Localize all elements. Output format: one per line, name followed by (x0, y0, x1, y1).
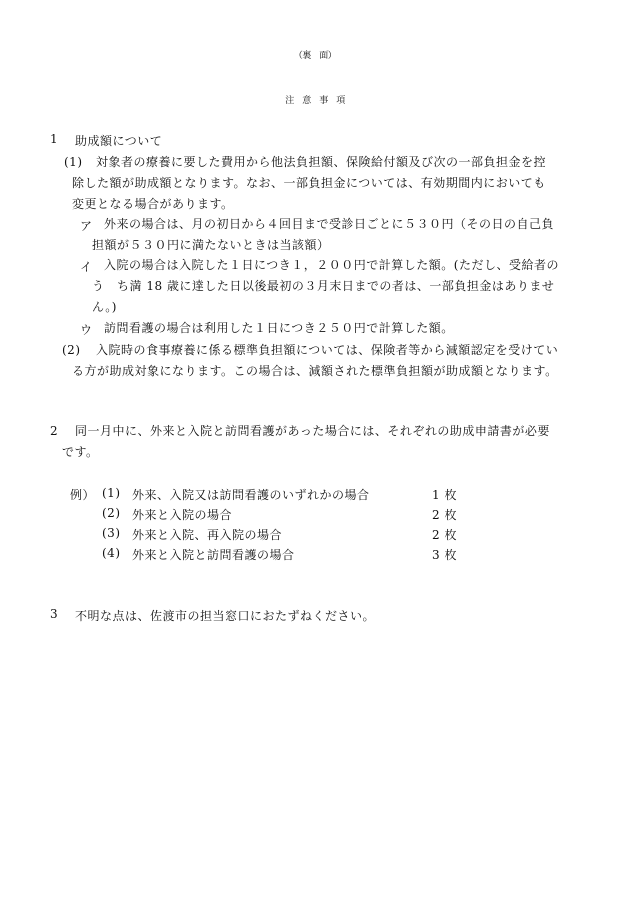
example-1-count: 1 枚 (432, 488, 457, 502)
example-4-number: (4) (102, 546, 121, 560)
sub-i-line-1: 入院の場合は入院した１日につき１，２００円で計算した額。(ただし、受給者の (104, 258, 559, 272)
example-3-number: (3) (102, 526, 121, 540)
sub-i-line-3: ん。) (92, 300, 117, 314)
sub-u-mark: ウ (80, 323, 93, 337)
example-2-number: (2) (102, 506, 121, 520)
item-1-line-3: 変更となる場合があります。 (72, 197, 234, 211)
section-2-number: 2 (50, 424, 59, 438)
example-3-count: 2 枚 (432, 528, 457, 542)
sub-u-text: 訪問看護の場合は利用した１日につき２５０円で計算した額。 (104, 321, 454, 335)
item-1-number: (1) (64, 155, 83, 169)
section-1-number: 1 (50, 132, 59, 146)
section-2-line-2: です。 (62, 445, 99, 459)
item-2-line-2: る方が助成対象になります。この場合は、減額された標準負担額が助成額となります。 (72, 364, 558, 378)
page-side-label: （裏 面） (293, 51, 337, 61)
example-1-number: (1) (102, 486, 121, 500)
item-1-line-2: 除した額が助成額となります。なお、一部負担金については、有効期間内においても (72, 176, 546, 190)
example-1-text: 外来、入院又は訪問看護のいずれかの場合 (132, 488, 370, 502)
sub-i-mark: イ (80, 260, 93, 274)
example-4-text: 外来と入院と訪問看護の場合 (132, 548, 295, 562)
section-1-heading: 助成額について (75, 134, 163, 148)
item-2-line-1: 入院時の食事療養に係る標準負担額については、保険者等から減額認定を受けてい (96, 343, 559, 357)
example-3-text: 外来と入院、再入院の場合 (132, 528, 283, 542)
sub-i-line-2: う ち満 18 歳に達した日以後最初の３月末日までの者は、一部負担金はありませ (92, 279, 555, 293)
section-3-text: 不明な点は、佐渡市の担当窓口におたずねください。 (75, 609, 376, 623)
item-1-line-1: 対象者の療養に要した費用から他法負担額、保険給付額及び次の一部負担金を控 (96, 155, 547, 169)
example-2-count: 2 枚 (432, 508, 457, 522)
sub-a-line-2: 担額が５３０円に満たないときは当該額） (92, 238, 330, 252)
section-3-number: 3 (50, 607, 59, 621)
item-2-number: (2) (62, 343, 81, 357)
example-4-count: 3 枚 (432, 548, 457, 562)
example-label: 例） (70, 488, 96, 502)
page-title: 注 意 事 項 (285, 96, 345, 106)
sub-a-line-1: 外来の場合は、月の初日から４回目まで受診日ごとに５３０円（その日の自己負 (104, 217, 555, 231)
sub-a-mark: ア (80, 219, 93, 233)
section-2-line-1: 同一月中に、外来と入院と訪問看護があった場合には、それぞれの助成申請書が必要 (75, 424, 550, 438)
example-2-text: 外来と入院の場合 (132, 508, 233, 522)
